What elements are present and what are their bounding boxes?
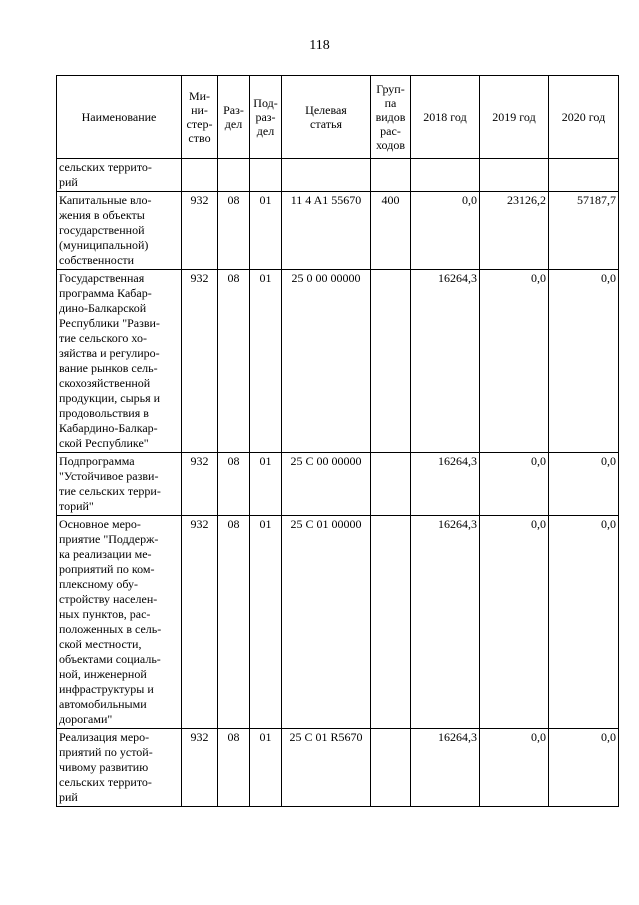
row-section: 08 [218, 270, 250, 453]
row-target-article: 25 0 00 00000 [282, 270, 371, 453]
row-2019: 0,0 [480, 453, 549, 516]
table-row [57, 516, 619, 729]
row-target-article: 25 С 01 R5670 [282, 729, 371, 807]
row-ministry [182, 159, 218, 192]
row-subsection: 01 [250, 729, 282, 807]
table-row [57, 270, 619, 453]
row-2020: 0,0 [549, 516, 619, 729]
row-ministry: 932 [182, 270, 218, 453]
row-name: Подпрограмма "Устойчивое разви- тие сельских терри- торий" [57, 453, 182, 516]
row-expense-group: 400 [371, 192, 411, 270]
row-2020: 57187,7 [549, 192, 619, 270]
table-header-row [57, 76, 619, 159]
row-2018: 16264,3 [411, 453, 480, 516]
row-expense-group [371, 516, 411, 729]
row-section: 08 [218, 453, 250, 516]
table-row [57, 729, 619, 807]
header-target-article: Целевая статья [282, 76, 371, 159]
row-subsection: 01 [250, 192, 282, 270]
row-ministry: 932 [182, 192, 218, 270]
table-row [57, 159, 619, 192]
row-subsection: 01 [250, 270, 282, 453]
header-subsection: Под- раз- дел [250, 76, 282, 159]
row-subsection: 01 [250, 516, 282, 729]
row-target-article [282, 159, 371, 192]
row-expense-group [371, 270, 411, 453]
row-section: 08 [218, 729, 250, 807]
row-name: Основное меро- приятие "Поддерж- ка реализации ме- роприятий по ком- плексному обу- стройству населен- ных пунктов, рас- положенных в сель- ской местности, объектами социаль- ной, инженерной инфраструктуры и автомобильными дорогами" [57, 516, 182, 729]
header-section: Раз- дел [218, 76, 250, 159]
row-expense-group [371, 453, 411, 516]
row-subsection [250, 159, 282, 192]
row-section: 08 [218, 192, 250, 270]
row-2019: 0,0 [480, 270, 549, 453]
row-2020: 0,0 [549, 453, 619, 516]
row-ministry: 932 [182, 516, 218, 729]
row-2018: 16264,3 [411, 270, 480, 453]
row-name: сельских террито- рий [57, 159, 182, 192]
header-ministry: Ми- ни- стер- ство [182, 76, 218, 159]
row-expense-group [371, 729, 411, 807]
row-2019 [480, 159, 549, 192]
page-number: 118 [309, 38, 330, 53]
row-2019: 0,0 [480, 516, 549, 729]
header-2019: 2019 год [480, 76, 549, 159]
table-body [57, 159, 619, 807]
row-ministry: 932 [182, 729, 218, 807]
row-2019: 0,0 [480, 729, 549, 807]
header-2020: 2020 год [549, 76, 619, 159]
header-2018: 2018 год [411, 76, 480, 159]
row-section [218, 159, 250, 192]
budget-table [56, 75, 619, 807]
row-2019: 23126,2 [480, 192, 549, 270]
row-subsection: 01 [250, 453, 282, 516]
row-name: Государственная программа Кабар- дино-Балкарской Республики "Разви- тие сельского хо- зяйства и регулиро- вание рынков сель- скохозяйственной продукции, сырья и продовольствия в Кабардино-Балкар- ской Республике" [57, 270, 182, 453]
row-target-article: 11 4 A1 55670 [282, 192, 371, 270]
row-name: Капитальные вло- жения в объекты государственной (муниципальной) собственности [57, 192, 182, 270]
row-2018: 0,0 [411, 192, 480, 270]
row-ministry: 932 [182, 453, 218, 516]
row-expense-group [371, 159, 411, 192]
header-name: Наименование [57, 76, 182, 159]
row-2020: 0,0 [549, 270, 619, 453]
header-expense-group: Груп- па видов рас- ходов [371, 76, 411, 159]
row-2020 [549, 159, 619, 192]
row-2018: 16264,3 [411, 729, 480, 807]
table-row [57, 192, 619, 270]
row-2018: 16264,3 [411, 516, 480, 729]
row-2020: 0,0 [549, 729, 619, 807]
row-2018 [411, 159, 480, 192]
row-target-article: 25 С 01 00000 [282, 516, 371, 729]
row-target-article: 25 С 00 00000 [282, 453, 371, 516]
table-row [57, 453, 619, 516]
row-section: 08 [218, 516, 250, 729]
row-name: Реализация меро- приятий по устой- чивому развитию сельских террито- рий [57, 729, 182, 807]
